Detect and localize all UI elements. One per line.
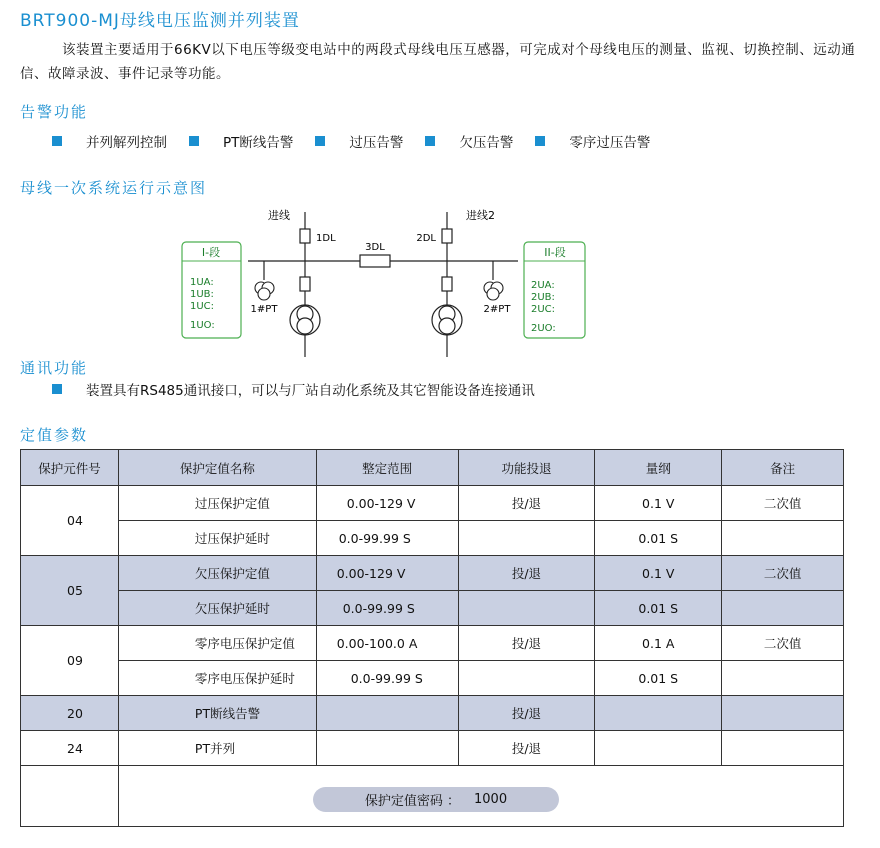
- table-row: [21, 731, 844, 766]
- alarm-heading: 告警功能: [20, 103, 89, 121]
- breaker-1dl-label: 1DL: [316, 233, 336, 244]
- table-row: [21, 521, 844, 556]
- switch-cell: [458, 521, 595, 556]
- range-cell: 0.00-129 V: [316, 486, 458, 521]
- range-cell: 0.00-100.0 A: [316, 626, 458, 661]
- note-cell: 二次值: [722, 486, 844, 521]
- unit-cell: 0.01 S: [595, 661, 722, 696]
- square-bullet-icon: [52, 136, 62, 146]
- segment-1-line: 1UB:: [190, 289, 214, 300]
- segment-1-title: I-段: [201, 246, 221, 259]
- comm-item: [52, 379, 535, 399]
- range-cell: [316, 696, 458, 731]
- password-value: 1000: [474, 792, 508, 807]
- unit-cell: 0.1 V: [595, 556, 722, 591]
- range-cell: 0.0-99.99 S: [316, 591, 458, 626]
- transformer-2-coil: [439, 318, 455, 334]
- setting-name-cell: 过压保护延时: [118, 521, 316, 556]
- square-bullet-icon: [535, 136, 545, 146]
- square-bullet-icon: [315, 136, 325, 146]
- pt2-coil: [487, 288, 499, 300]
- unit-cell: 0.1 V: [595, 486, 722, 521]
- password-label: 保护定值密码 ：: [364, 794, 461, 809]
- segment-1-line: 1UA:: [190, 277, 214, 288]
- comm-text: 装置具有RS485通讯接口，可以与厂站自动化系统及其它智能设备连接通讯: [86, 383, 535, 399]
- breaker-2dl: [442, 229, 452, 243]
- switch-cell: 投/退: [458, 731, 595, 766]
- square-bullet-icon: [189, 136, 199, 146]
- segment-2-title: II-段: [544, 246, 566, 259]
- table-row: [21, 556, 844, 591]
- range-cell: 0.0-99.99 S: [316, 661, 458, 696]
- breaker-3dl-label: 3DL: [365, 242, 385, 253]
- range-cell: 0.0-99.99 S: [316, 521, 458, 556]
- diagram-heading: 母线一次系统运行示意图: [20, 179, 208, 197]
- pt1-coil: [258, 288, 270, 300]
- element-id-cell: 05: [21, 556, 119, 626]
- switch-cell: 投/退: [458, 626, 595, 661]
- setting-name-cell: PT断线告警: [118, 696, 316, 731]
- col-header: 整定范围: [316, 450, 458, 486]
- alarm-item: [315, 131, 403, 151]
- setting-name-cell: 零序电压保护定值: [118, 626, 316, 661]
- alarm-item-label: 过压告警: [349, 135, 404, 151]
- intro-paragraph: 该装置主要适用于66KV以下电压等级变电站中的两段式母线电压互感器，可完成对个母线电压的测量、监视、切换控制、远动通信、故障录波、事件记录等功能。: [20, 42, 856, 82]
- switch-cell: [458, 591, 595, 626]
- comm-heading: 通讯功能: [20, 359, 89, 377]
- unit-cell: [595, 696, 722, 731]
- table-row: [21, 626, 844, 661]
- element-id-cell: 09: [21, 626, 119, 696]
- col-header: 备注: [722, 450, 844, 486]
- alarm-item-label: 欠压告警: [459, 135, 514, 151]
- range-cell: [316, 731, 458, 766]
- square-bullet-icon: [425, 136, 435, 146]
- element-id-cell: 20: [21, 696, 119, 731]
- unit-cell: 0.01 S: [595, 591, 722, 626]
- alarm-item-label: 并列解列控制: [86, 135, 167, 151]
- unit-cell: 0.01 S: [595, 521, 722, 556]
- params-heading: 定值参数: [20, 426, 89, 444]
- breaker-2dl-label: 2DL: [416, 233, 436, 244]
- switch-cell: [458, 661, 595, 696]
- alarm-item-label: 零序过压告警: [569, 135, 651, 151]
- note-cell: 二次值: [722, 626, 844, 661]
- table-row: [21, 661, 844, 696]
- footer-empty-cell: [21, 766, 119, 827]
- password-pill: [313, 787, 559, 812]
- alarm-item: [535, 131, 650, 151]
- pt2-label: 2#PT: [483, 304, 511, 315]
- segment-2-line: 2UB:: [531, 292, 555, 303]
- note-cell: [722, 731, 844, 766]
- switch-cell: 投/退: [458, 696, 595, 731]
- bus-diagram: [0, 200, 880, 365]
- alarm-item-label: PT断线告警: [223, 135, 294, 151]
- alarm-list: [52, 131, 650, 151]
- switch-cell: 投/退: [458, 486, 595, 521]
- feeder-1-breaker: [300, 277, 310, 291]
- table-row: [21, 696, 844, 731]
- table-row: [21, 591, 844, 626]
- segment-1-line: 1UC:: [190, 301, 215, 312]
- segment-2-line: 2UO:: [531, 323, 556, 334]
- unit-cell: 0.1 A: [595, 626, 722, 661]
- setting-name-cell: 零序电压保护延时: [118, 661, 316, 696]
- note-cell: 二次值: [722, 556, 844, 591]
- note-cell: [722, 521, 844, 556]
- table-header-row: [21, 450, 844, 486]
- note-cell: [722, 696, 844, 731]
- incoming-1-label: 进线: [268, 209, 290, 222]
- params-table: [20, 449, 844, 827]
- square-bullet-icon: [52, 384, 62, 394]
- col-header: 保护定值名称: [118, 450, 316, 486]
- range-cell: 0.00-129 V: [316, 556, 458, 591]
- table-row: [21, 486, 844, 521]
- element-id-cell: 24: [21, 731, 119, 766]
- breaker-1dl: [300, 229, 310, 243]
- setting-name-cell: 过压保护定值: [118, 486, 316, 521]
- alarm-item: [425, 131, 513, 151]
- segment-1-line: 1UO:: [190, 320, 215, 331]
- note-cell: [722, 661, 844, 696]
- setting-name-cell: PT并列: [118, 731, 316, 766]
- alarm-item: [189, 131, 293, 151]
- alarm-item: [52, 131, 167, 151]
- col-header: 保护元件号: [21, 450, 119, 486]
- feeder-2-breaker: [442, 277, 452, 291]
- note-cell: [722, 591, 844, 626]
- segment-2-line: 2UA:: [531, 280, 555, 291]
- incoming-2-label: 进线2: [466, 209, 495, 222]
- element-id-cell: 04: [21, 486, 119, 556]
- setting-name-cell: 欠压保护延时: [118, 591, 316, 626]
- transformer-1-coil: [297, 318, 313, 334]
- segment-2-line: 2UC:: [531, 304, 556, 315]
- setting-name-cell: 欠压保护定值: [118, 556, 316, 591]
- page-title: BRT900-MJ母线电压监测并列装置: [20, 11, 300, 31]
- pt1-label: 1#PT: [250, 304, 278, 315]
- col-header: 功能投退: [458, 450, 595, 486]
- unit-cell: [595, 731, 722, 766]
- switch-cell: 投/退: [458, 556, 595, 591]
- col-header: 量纲: [595, 450, 722, 486]
- breaker-3dl: [360, 255, 390, 267]
